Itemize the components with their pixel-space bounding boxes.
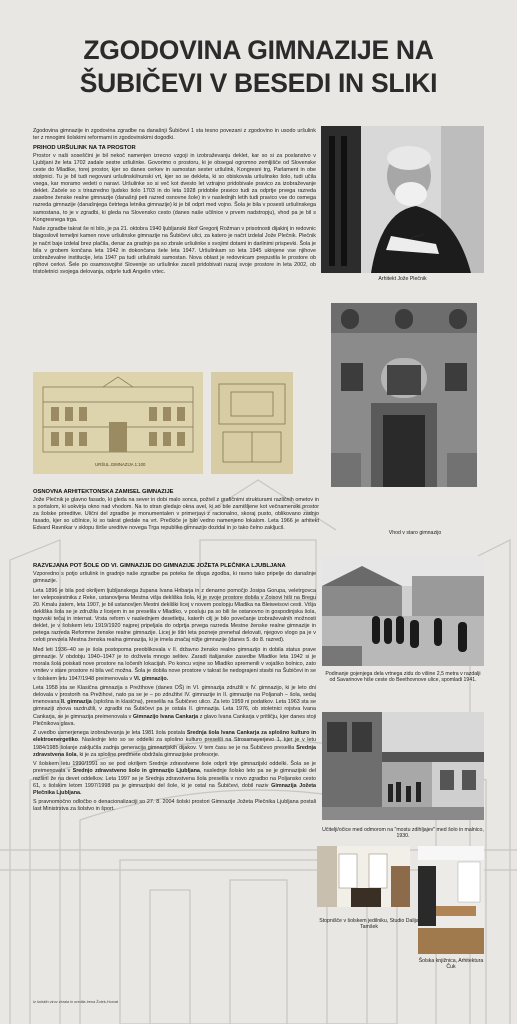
- paragraph: Jože Plečnik je glavno fasado, ki gleda na sever in dobi malo sonca, poživil z grafičnimi strukturami različnih ometov in s portalom, ki uokvirja okno nad vhodom. Na to stran gledajo okna avel, ki so bile zamišljene kot večnamenski prostor za šolske prireditve. Ulični del zgradbe je monumentalen v primerjavi z racionalno, skoraj pusto, oblikovano zadnjo fasado, kjer so učilnice, ki so takrat gledale na vrt. Prečkiče je bilo vedno namenjeno lokalom. Leta 1966 je arhitekt Edvard Ravnikar v sklopu širše ureditve novega Trga republike gimnazijo dozidal in jo tako čelno zakljucil.: [33, 497, 319, 532]
- drawing-plan: [211, 372, 293, 474]
- text-span: V šolskem letu 1990/1991 so se pod okriljem Srednje zdravstvene šole odprli trije gimnazijski oddelki. Šola se je preimenovala v: [33, 761, 316, 775]
- text-bold: Srednja šola Ivana Cankarja za splošno kulturo in elektroenergetiko: [33, 730, 316, 744]
- text-span: Med leti 1936–40 se je šola postopoma preoblikovala v II. državno žensko realno gimnazijo in dobila status prave gimnazije. V obdobju 1940–1947 je to doživela mnogo selitev. Zaradi italijanske zasedbe Mladike leta 1942 si je morala šola poiskati nove prostore na ločenih lokacijah. Po koncu vojne so Mladiko spremenili v vojaško bolnico, zato vrnitev v stare prostore ni bila več možna. Šola je dobila nove prostore v takrat še nedograjeni stavbi na Šubičevi in se v šolskem letu 1947/1948 preimenovala v: [33, 647, 316, 682]
- text-block-architecture: [33, 487, 319, 535]
- text-block-history: [33, 561, 316, 816]
- text-bold: II. gimnazija: [61, 699, 92, 706]
- title-line-1: ZGODOVINA GIMNAZIJE NA: [83, 35, 434, 65]
- text-span: Z uvedbo usmerjenega izobraževanja je leta 1981 šola postala: [33, 730, 187, 737]
- text-span: (splošna in klasična), preselila na Šubičevo ulico. Za leto 1959 ni podatkov. Leta 1963 sta se gimnaziji znova razdružili, v zgradbi na Šubičevi pa je ostala II. gimnazija. Leta 1976, ob stoletnici rojstva Ivana Cankarja, se je gimnazija preimenovala v: [33, 699, 316, 720]
- section-heading-arhitektura: OSNOVNA ARHITEKTONSKA ZAMISEL GIMNAZIJE: [33, 489, 174, 495]
- paragraph: Leta 1896 je bila pod okriljem ljubljanskega župana Ivana Hribarja in z denarno pomočjo Josipa Gorupa, veletrgovca ter veleposestnika z Reke, ustanovljena Mestna višja dekliška šola, ki je svoje prostore dobila v Zoisovi hiši na Bregu 20. Kmalu zatem, leta 1907, je bil ustanovljen Mestni dekliški licej v novem poslopju Mladika na Bleiweisovi cesti. Višja dekliška šola se je združila z licejem in se preselila v Mladiko, v posluju pa so bili še ostanovno in gospodinjska šola, trgovski tečaj in internat. Vrsta reform v naslednjem desetletju, katerih cilj je bilo povečanje izobraževalnih možnosti deklet, je v šolskem letu 1919/1920 najprej pripeljala do odprtja prvega razreda Mestne ženske realne gimnazije in petega razreda Reformne ženske realne gimnazije. Licej je štiri leta pozneje prenehal delovati, njegovo vlogo pa je v celoti prevzela Mestna ženska realna gimnazija, ki je imela značaj nižje gimnazije (danes 5. do 8. razred).: [33, 587, 316, 644]
- section-heading-prihod: PRIHOD URŠULINK NA TA PROSTOR: [33, 144, 136, 151]
- paragraph: [33, 730, 316, 758]
- text-bold: VI. gimnazijo.: [133, 675, 169, 682]
- drawing-label: URŠUL.GIMNAZIJA 1:100: [95, 462, 146, 467]
- entrance-image: [331, 303, 477, 487]
- footer-credit: Iz šolskih virov zbrala in uredila Irena Žolek-Horvat: [33, 1000, 119, 1004]
- page-title: [0, 34, 517, 100]
- library-image: [418, 846, 484, 954]
- plan-drawing-image: [211, 372, 293, 474]
- caption-plecnik: Arhitekt Jože Plečnik: [378, 276, 427, 282]
- paragraph: [33, 761, 316, 796]
- paragraph: Naše zgradbe takrat še ni bilo, je pa 21. oktobra 1940 ljubljanski škof Gregorij Rožman v prisotnosti dijakinj in redovnic blagoslovil temeljni kamen nove uršulinske gimnazije na Šubičevi ulici, za katero je načrt izdelal Jože Plečnik. Plečnik je načrt baje izdelal brez plačila, denar za gradnjo pa so zbrale uršulinke s svojimi dotami in darilnimi prispevki. Šola je bila v grobem končana leta 1942 in dokončana šele leta 1947. Uršulinkam so leta 1945 ukinjene vse njihove izobraževalne institucije, leta 1947 pa tudi uršulinski samostan. Nova oblast je redovnicam prepustila le prostore ob njihovi cerkvi. Šele po osamosvojitvi Slovenije so uršulinke zaceli pridobivati nazaj svoje prostore in leta 2002, ob tristoletnici svojega delovanja, odprle tudi Angelin vrtec.: [33, 226, 316, 275]
- text-bold: Gimnazija Jožeta Plečnika Ljubljana.: [33, 782, 317, 796]
- caption-courtyard: Učitelji/očice med odmorom na "mostu zdihljajev" med šolo in malnico, 1930.: [322, 827, 484, 840]
- plecnik-portrait-image: [321, 126, 484, 273]
- text-span: Leta 1958 sta se Klasična gimnazija s Prežihove (danes OŠ) in VI. gimnazija združili v IV. gimnazijo, ki je leto dni delovala v prostorih na Prežihovi, nato pa se je – po združitvi IV. gimnazije in II. gimnazije na Poljanah – šola, sedaj imenovana: [33, 685, 316, 706]
- garden-image: [322, 556, 484, 666]
- stairs-photo: [317, 846, 410, 907]
- text-bold: Gimnazijo Ivana Cankarja: [132, 713, 199, 720]
- garden-photo: [322, 556, 484, 666]
- caption-entrance: Vhod v staro gimnazijo: [388, 530, 442, 536]
- caption-stairs: Stopnišče v šolskem jedilniku, Studio Dalija Tamšek: [319, 918, 419, 931]
- paragraph: Prostor v naši soseščini je bil nekoč namenjen izrecno vzgoji in izobraževanju deklet, kar so si za poslanstvo v Ljubljani že leta 1702 zadale sestre uršulinke. Govorimo o prostoru, ki je obsegal ogromno zemljišče od Slovenske ceste do Mladike, torej prostor, kjer so danes cerkev in samostan sester uršulink, Kongresni trg, Parlament in obe stolpnici. Tu je bil tudi negovani uršulinski/nunski vrt, kjer so se dekleta, ki so obiskovala uršulinsko šolo, tudi učila vsega, kar moramo vedeti o naravi. Uršulinke so si več kot dvesto let vztrajno pridobivale pravico za izobraževanje deklet. Začele so s trirazredno ljudsko šolo 1703 in do leta 1928 pridobile pravico tudi za odprtje prvega razreda zasebne ženske realne gimnazije (današnji peti razred osnovne šole) in v naslednjih letih tudi pravico vse do osmega razreda gimnazije (današnjega četrtega letnika gimnazije) ki je bil odprt med vojno. Šola je bila v posesti uršulinskega samostana, to je v zgradbi, ki gleda na Slovensko cesto (danes naše učilnice v prvem nadstropju), vhod pa je bil s Kongresnega trga.: [33, 152, 316, 223]
- facade-drawing-image: [33, 372, 203, 474]
- courtyard-photo: [322, 712, 484, 820]
- text-bold: Srednjo zdravstveno šolo in gimnazijo Ljubljana: [72, 768, 200, 775]
- courtyard-image: [322, 712, 484, 820]
- library-photo: [418, 846, 484, 954]
- paragraph: Vzporedno s potjo uršulink in gradnjo naše zgradbe pa poteka še druga zgodba, ki ravno tako pripelje do današnje gimnazije.: [33, 571, 316, 585]
- paragraph: [33, 685, 316, 728]
- caption-library: Šolska knjižnica, Arhitektura Čuk: [418, 958, 484, 971]
- title-line-2: ŠUBIČEVI V BESEDI IN SLIKI: [79, 68, 438, 98]
- text-span: . Naslednje leto so se oddelki za splošno kulturo preselili na Strossmayerjevo 1, kjer je v letu 1984/1985 šolanje zaključila zadnja generacija gimnazijskih dijakov. V tem času se je na Šubičevo preselila: [33, 737, 316, 751]
- entrance-photo: [331, 303, 477, 487]
- text-span: z glavo Ivana Cankarja v pritličju, kjer danes stoji Plečnikova glava.: [33, 713, 317, 727]
- plecnik-photo: [321, 126, 484, 273]
- intro-paragraph: Zgodovina gimnazije in zgodovina zgradbe na današnji Šubičevi 1 sta tesno povezani z zgodovino in usodo uršulink ter z mnogimi šolskimi reformami in zgodovinskimi dogodki.: [33, 128, 316, 142]
- text-span: , naslednje šolsko leto pa se je gimnazijski del razširil že na devet oddelkov. Leta 1997 se je Srednja zdravstvena šola preselila v novo zgradbo na Poljansko cesto 61, s šolskim letom 1997/1998 pa je gimnazijski del šole, ki je ostal na Šubičevi, dobil naziv: [33, 768, 317, 789]
- paragraph: [33, 647, 316, 682]
- text-bold: Srednja zdravstvena šola: [33, 744, 316, 758]
- text-span: , ki je za splošne predmete obdržala gimnazijske profesorje.: [76, 751, 220, 758]
- caption-garden: Podinanje gojenjega dela vrtnega zidu do višine 2,5 metra v razdalji od Savarinove hiše ceste do Beethovnove ulice, spomladi 1941.: [325, 671, 481, 684]
- stairs-image: [317, 846, 410, 907]
- text-block-top: [33, 128, 316, 279]
- paragraph: S pravnomočno odločbo o denacionalizaciji so 27. 8. 2004 šolski prostori Gimnazije Jožeta Plečnika Ljubljana postali last Ministrstva za šolstvo in šport.: [33, 799, 316, 813]
- section-heading-pot-sole: RAZVEJANA POT ŠOLE OD VI. GIMNAZIJE DO GIMNAZIJE JOŽETA PLEČNIKA LJUBLJANA: [33, 563, 286, 569]
- drawing-facade: [33, 372, 203, 474]
